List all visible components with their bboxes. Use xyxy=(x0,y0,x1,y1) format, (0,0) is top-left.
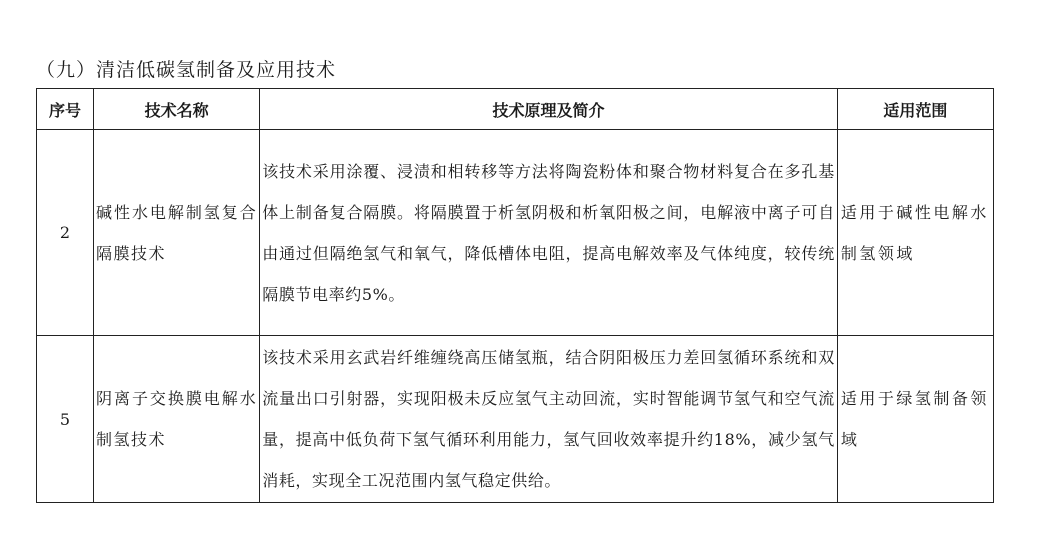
table-header-row xyxy=(37,89,994,130)
row-seq: 5 xyxy=(37,336,94,503)
row-scope: 适用于碱性电解水制氢领域 xyxy=(837,130,993,336)
header-scope: 适用范围 xyxy=(837,89,993,130)
row-seq: 2 xyxy=(37,130,94,336)
row-tech-description: 该技术采用涂覆、浸渍和相转移等方法将陶瓷粉体和聚合物材料复合在多孔基体上制备复合隔膜。将隔膜置于析氢阴极和析氧阳极之间，电解液中离子可自由通过但隔绝氢气和氧气，降低槽体电阻，提高电解效率及气体纯度，较传统隔膜节电率约5%。 xyxy=(260,130,838,336)
table-row xyxy=(37,130,994,336)
header-name: 技术名称 xyxy=(94,89,260,130)
header-seq: 序号 xyxy=(37,89,94,130)
row-tech-name: 阴离子交换膜电解水制氢技术 xyxy=(94,336,260,503)
section-title: （九）清洁低碳氢制备及应用技术 xyxy=(36,59,337,81)
technology-table xyxy=(36,88,994,503)
row-tech-name: 碱性水电解制氢复合隔膜技术 xyxy=(94,130,260,336)
row-scope: 适用于绿氢制备领域 xyxy=(837,336,993,503)
header-desc: 技术原理及简介 xyxy=(260,89,838,130)
table-row xyxy=(37,336,994,503)
row-tech-description: 该技术采用玄武岩纤维缠绕高压储氢瓶，结合阴阳极压力差回氢循环系统和双流量出口引射器，实现阳极未反应氢气主动回流，实时智能调节氢气和空气流量，提高中低负荷下氢气循环利用能力，氢气回收效率提升约18%，减少氢气消耗，实现全工况范围内氢气稳定供给。 xyxy=(260,336,838,503)
